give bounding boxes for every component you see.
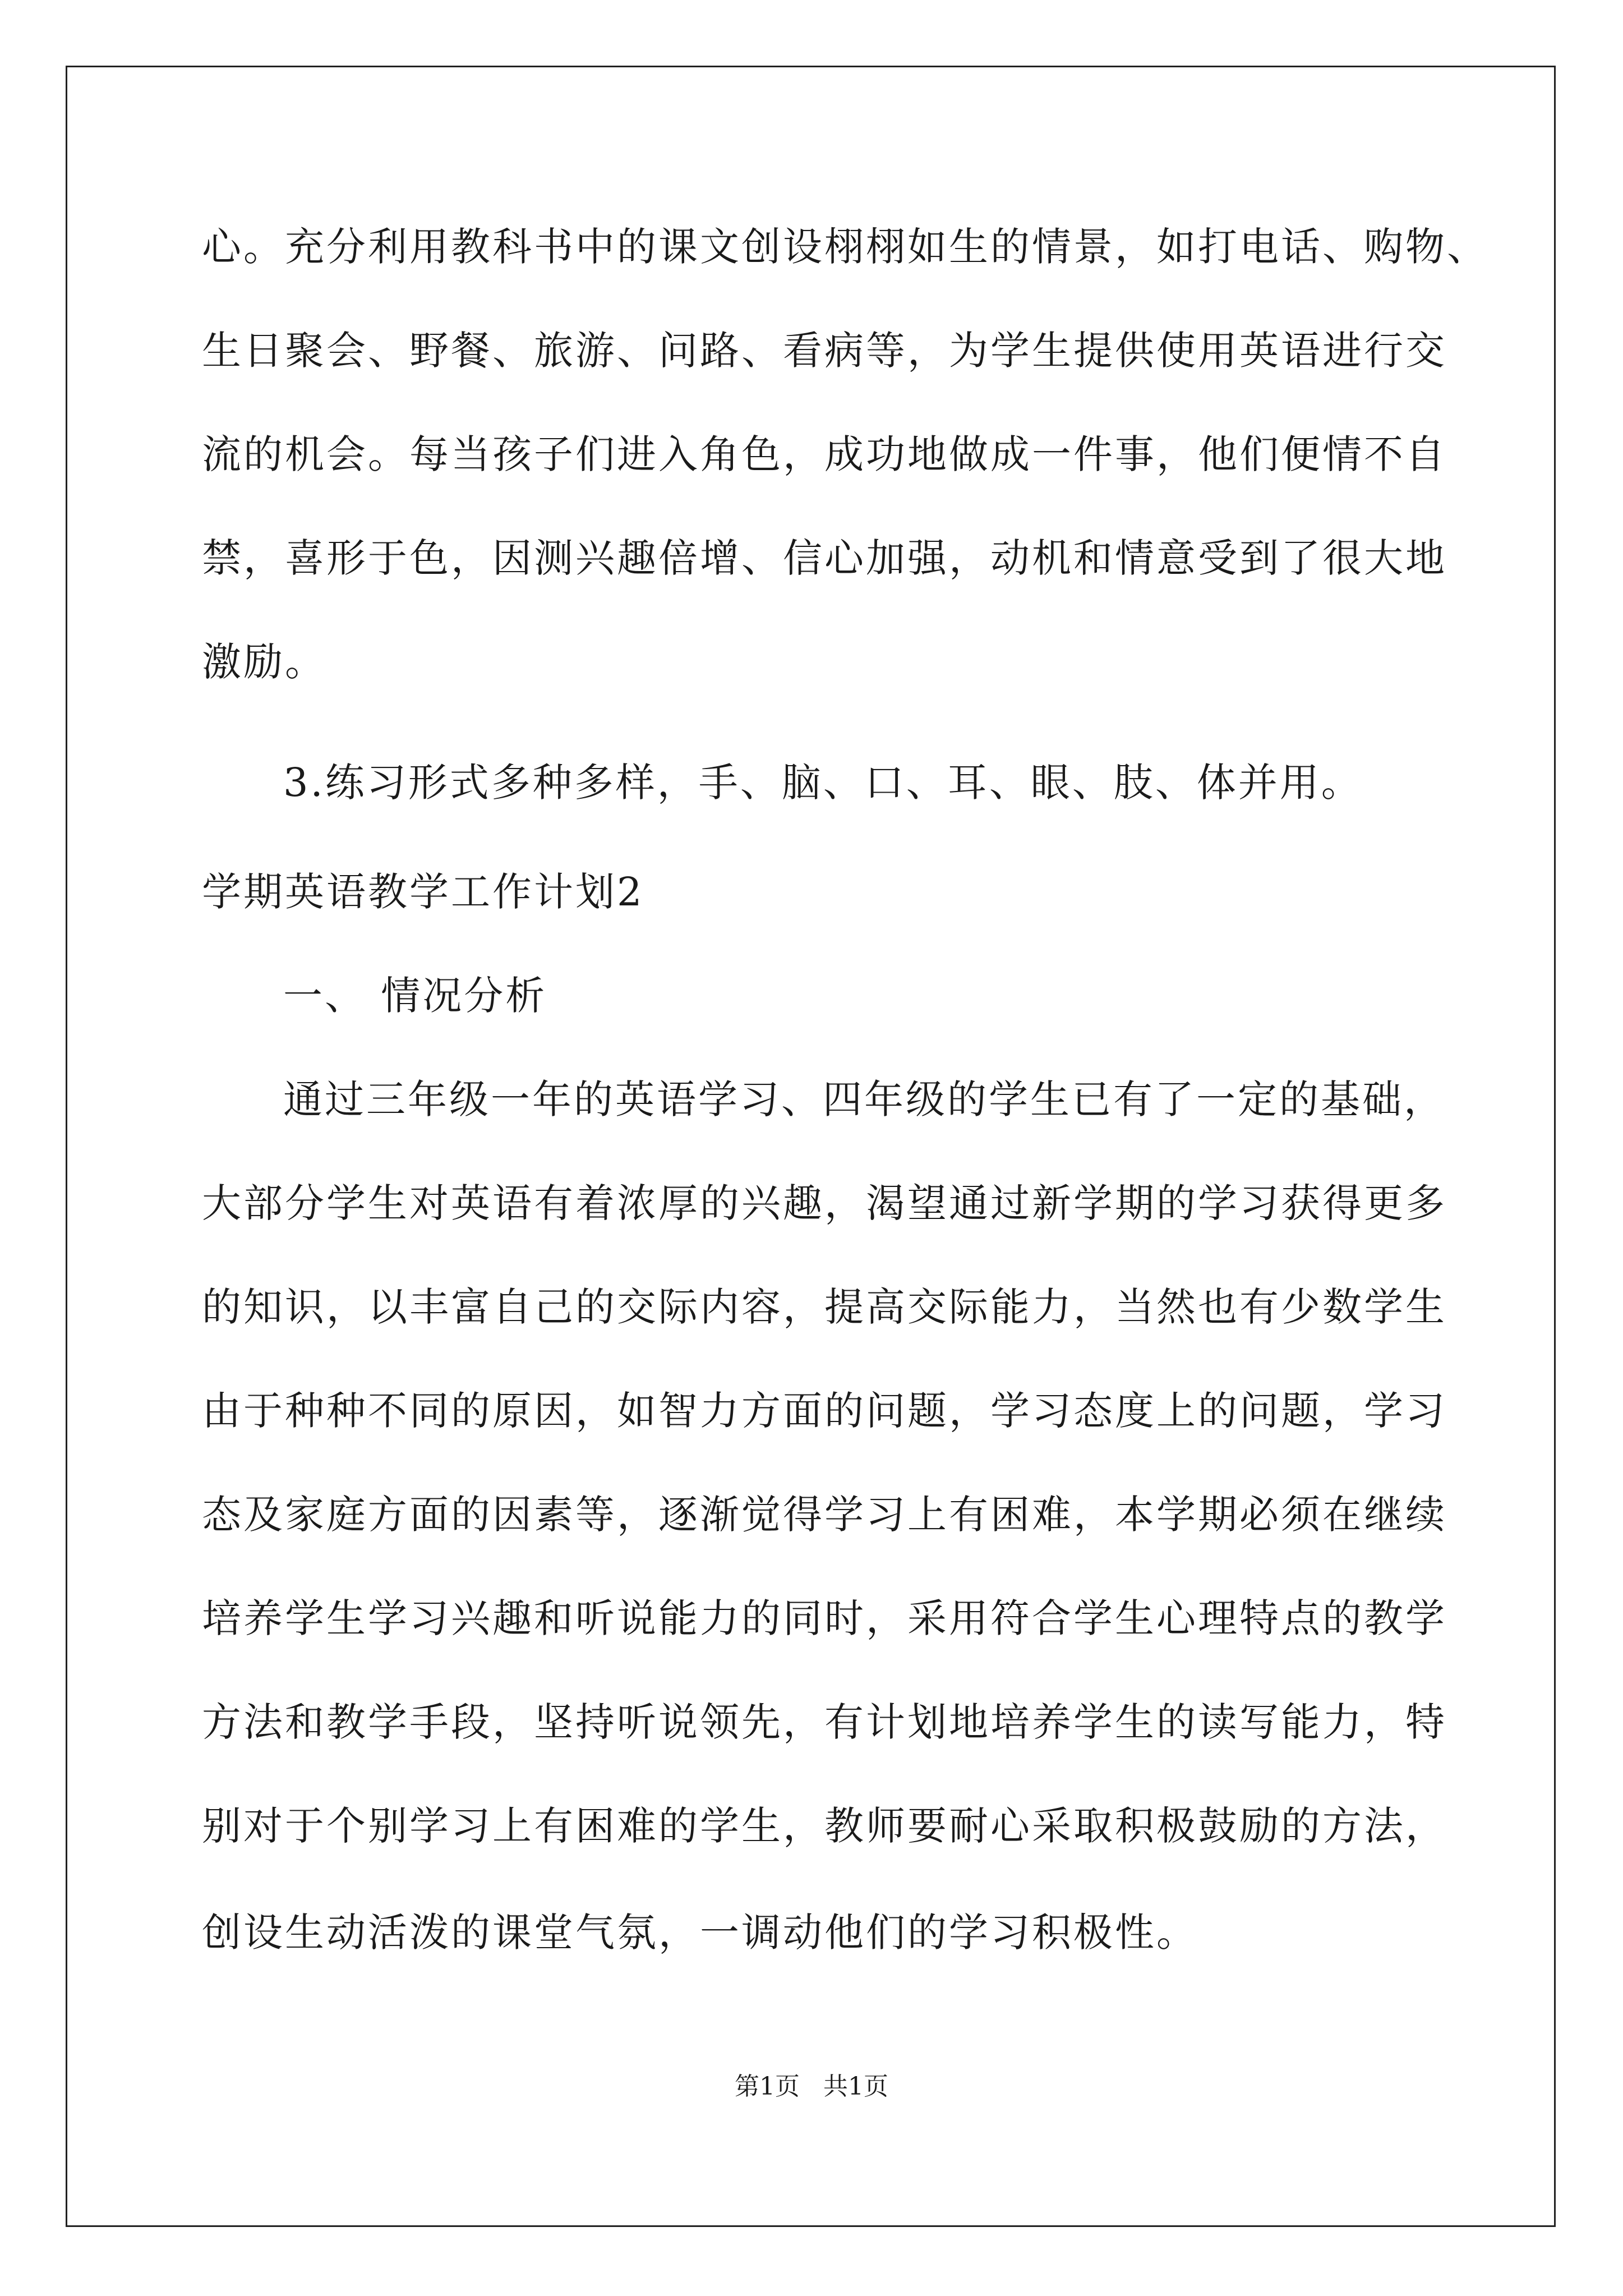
list-item-3: 3.练习形式多种多样，手、脑、口、耳、眼、肢、体并用。: [283, 760, 1363, 806]
subsection-heading: 一、 情况分析: [283, 973, 547, 1019]
body-line-2: 生日聚会、野餐、旅游、问路、看病等，为学生提供使用英语进行交: [202, 328, 1447, 374]
body-line-5: 激励。: [202, 639, 326, 685]
section-heading: 学期英语教学工作计划2: [202, 869, 644, 915]
body-line-10: 大部分学生对英语有着浓厚的兴趣，渴望通过新学期的学习获得更多: [202, 1180, 1447, 1226]
body-line-13: 态及家庭方面的因素等，逐渐觉得学习上有困难，本学期必须在继续: [202, 1492, 1447, 1538]
page-border: [66, 66, 1556, 2227]
body-line-3: 流的机会。每当孩子们进入角色，成功地做成一件事，他们便情不自: [202, 431, 1447, 477]
body-line-17: 创设生动活泼的课堂气氛，一调动他们的学习积极性。: [202, 1910, 1198, 1955]
body-line-11: 的知识，以丰富自己的交际内容，提高交际能力，当然也有少数学生: [202, 1284, 1447, 1330]
page-footer: 第1页 共1页: [735, 2072, 888, 2101]
body-line-12: 由于种种不同的原因，如智力方面的问题，学习态度上的问题，学习: [202, 1388, 1447, 1434]
body-line-15: 方法和教学手段，坚持听说领先，有计划地培养学生的读写能力，特: [202, 1699, 1447, 1745]
body-line-14: 培养学生学习兴趣和听说能力的同时，采用符合学生心理特点的教学: [202, 1595, 1447, 1641]
body-line-9: 通过三年级一年的英语学习、四年级的学生已有了一定的基础，: [283, 1076, 1445, 1122]
body-line-1: 心。充分利用教科书中的课文创设栩栩如生的情景，如打电话、购物、: [202, 224, 1488, 270]
body-line-4: 禁，喜形于色，因测兴趣倍增、信心加强，动机和情意受到了很大地: [202, 535, 1447, 581]
body-line-16: 别对于个别学习上有困难的学生，教师要耐心采取积极鼓励的方法，: [202, 1803, 1447, 1849]
